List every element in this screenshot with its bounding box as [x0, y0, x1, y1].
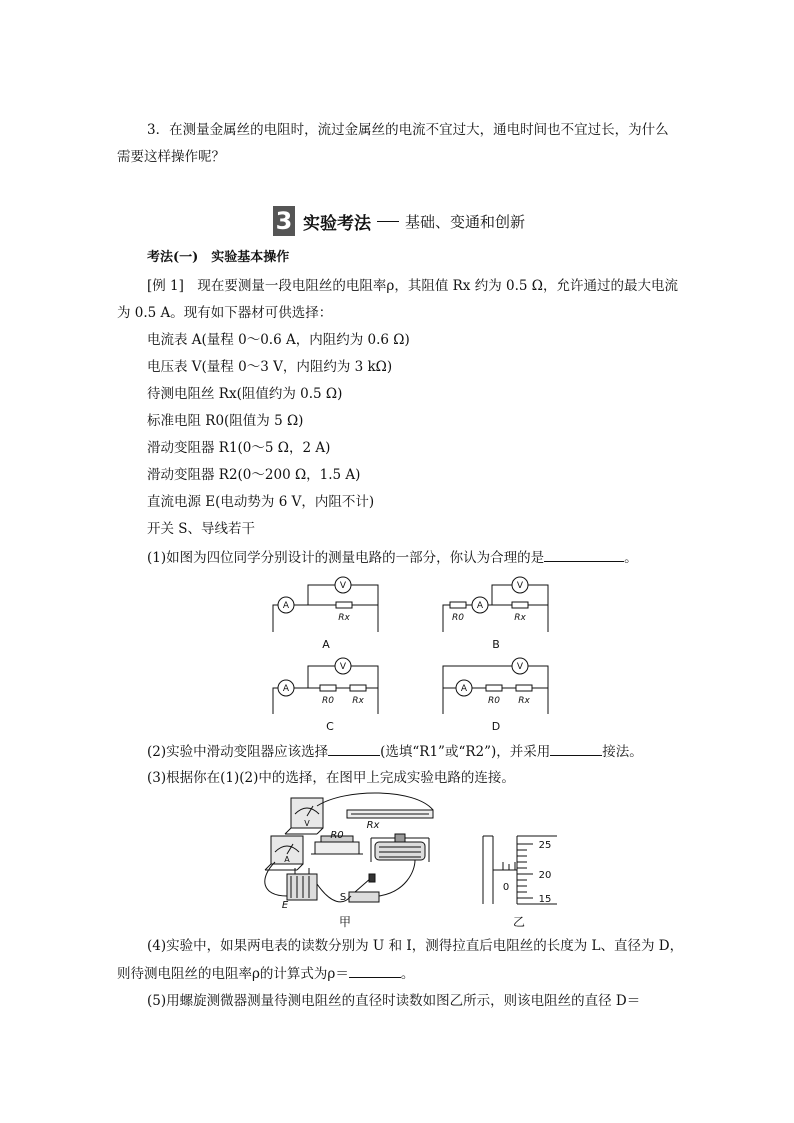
equipment-item: 待测电阻丝 Rx(阻值约为 0.5 Ω) — [147, 386, 343, 402]
voltmeter-symbol-b: V — [516, 581, 524, 591]
question2-part-a: (2)实验中滑动变阻器应该选择 — [147, 744, 329, 760]
question5: (5)用螺旋测微器测量待测电阻丝的直径时读数如图乙所示，则该电阻丝的直径 D＝ — [147, 993, 641, 1009]
ammeter-device-label: A — [284, 855, 290, 864]
equipment-item: 滑动变阻器 R1(0～5 Ω，2 A) — [147, 440, 331, 456]
circuit-b — [443, 577, 548, 632]
method-heading: 考法(一) 实验基本操作 — [147, 250, 290, 265]
question2-part-b: (选填“R1”或“R2”)，并采用 — [380, 744, 551, 760]
section-dash — [377, 221, 399, 222]
voltmeter-symbol-a: V — [339, 581, 347, 591]
answer-blank-4[interactable] — [349, 963, 401, 978]
rx-label-c: Rx — [352, 696, 364, 706]
equipment-item: 电流表 A(量程 0～0.6 A，内阻约为 0.6 Ω) — [147, 332, 410, 348]
ammeter-device — [265, 836, 303, 870]
question4-text: 则待测电阻丝的电阻率ρ的计算式为ρ＝ — [117, 966, 349, 982]
ammeter-symbol-a: A — [282, 601, 290, 611]
answer-blank-1[interactable] — [544, 547, 624, 562]
r0-device-label: R0 — [330, 830, 344, 841]
r0-label-c: R0 — [322, 696, 334, 706]
rheostat-device — [371, 834, 429, 862]
question4-line1: (4)实验中，如果两电表的读数分别为 U 和 I，测得拉直后电阻丝的长度为 L、直径为 D， — [147, 938, 684, 954]
switch-device — [349, 874, 379, 902]
example-line2: 为 0.5 A。现有如下器材可供选择： — [117, 305, 333, 321]
scale-zero-label: 0 — [502, 882, 510, 893]
voltmeter-symbol-c: V — [339, 662, 347, 672]
question1-end: 。 — [624, 550, 638, 566]
equipment-item: 标准电阻 R0(阻值为 5 Ω) — [147, 413, 304, 429]
ammeter-symbol-d: A — [460, 684, 468, 694]
question2 — [147, 741, 643, 762]
question4-line2 — [117, 963, 414, 984]
apparatus-figure — [255, 792, 575, 932]
rx-label-b: Rx — [514, 613, 526, 623]
question3-line1: 3．在测量金属丝的电阻时，流过金属丝的电流不宜过大，通电时间也不宜过长，为什么 — [147, 122, 669, 138]
answer-blank-2a[interactable] — [328, 741, 380, 756]
section-title: 实验考法 — [303, 213, 371, 234]
question1-text: (1)如图为四位同学分别设计的测量电路的一部分，你认为合理的是 — [147, 550, 545, 566]
scale-label-20: 20 — [538, 870, 552, 881]
equipment-item: 开关 S、导线若干 — [147, 521, 256, 537]
section-header — [273, 204, 525, 238]
question3-line2: 需要这样操作呢？ — [117, 149, 225, 165]
rx-label-a: Rx — [338, 613, 350, 623]
equipment-item: 电压表 V(量程 0～3 V，内阻约为 3 kΩ) — [147, 359, 393, 375]
ammeter-symbol-c: A — [282, 684, 290, 694]
circuit-label-a: A — [322, 638, 330, 651]
circuit-label-c: C — [326, 720, 334, 733]
section-number: 3 — [273, 206, 295, 236]
voltmeter-device-label: V — [304, 819, 310, 828]
question4-end: 。 — [400, 966, 415, 982]
voltmeter-symbol-d: V — [516, 662, 524, 672]
scale-label-15: 15 — [538, 894, 552, 905]
equipment-item: 滑动变阻器 R2(0～200 Ω，1.5 A) — [147, 467, 361, 483]
resistance-wire-device — [347, 810, 433, 818]
answer-blank-2b[interactable] — [550, 741, 602, 756]
circuit-label-b: B — [492, 638, 500, 651]
r0-label-d: R0 — [488, 696, 500, 706]
r0-label-b: R0 — [452, 613, 464, 623]
circuit-label-d: D — [491, 720, 501, 733]
circuit-diagrams — [260, 572, 560, 736]
ammeter-symbol-b: A — [476, 601, 484, 611]
question3-part: (3)根据你在(1)(2)中的选择，在图甲上完成实验电路的连接。 — [147, 770, 515, 786]
scale-label-25: 25 — [538, 840, 552, 851]
figure-yi-label: 乙 — [512, 915, 526, 929]
question2-part-c: 接法。 — [602, 744, 643, 760]
battery-label: E — [281, 900, 289, 911]
example-line1: [例 1] 现在要测量一段电阻丝的电阻率ρ，其阻值 Rx 约为 0.5 Ω，允许通过的最大电流 — [147, 278, 678, 294]
switch-label: S — [339, 892, 347, 903]
question1 — [147, 547, 638, 568]
equipment-item: 直流电源 E(电动势为 6 V，内阻不计) — [147, 494, 375, 510]
voltmeter-device — [285, 798, 323, 834]
battery-device — [287, 868, 317, 900]
rx-label-d: Rx — [518, 696, 530, 706]
figure-jia-label: 甲 — [338, 915, 352, 929]
section-subtitle: 基础、变通和创新 — [405, 212, 526, 231]
rx-device-label: Rx — [366, 820, 380, 831]
